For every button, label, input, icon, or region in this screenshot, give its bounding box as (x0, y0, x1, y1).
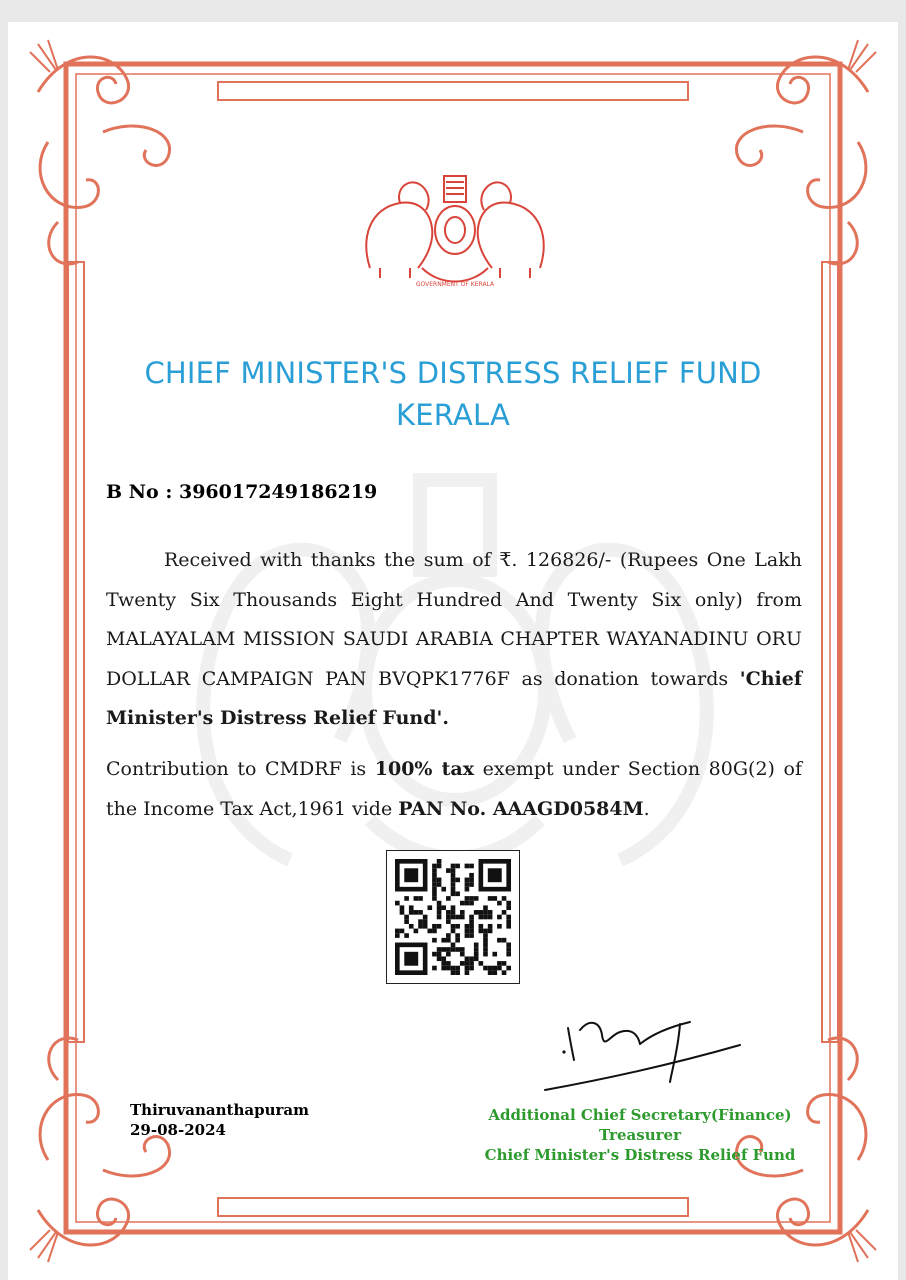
tax-text-a: Contribution to CMDRF is (106, 758, 375, 780)
receipt-body (106, 541, 802, 739)
receipt-text: Received with thanks the sum of ₹. 126826/- (Rupees One Lakh Twenty Six Thousands Eight Hundred And Twenty Six only) from MALAYALAM MISSION SAUDI ARABIA CHAPTER WAYANADINU ORU DOLLAR CAMPAIGN PAN BVQPK1776F as donation towards (106, 549, 802, 690)
signature-icon (540, 1010, 750, 1100)
signatory-role: Treasurer (599, 1126, 681, 1144)
signatory-fund: Chief Minister's Distress Relief Fund (484, 1146, 796, 1164)
signatory-title: Additional Chief Secretary(Finance) (488, 1106, 792, 1124)
receipt-number-value: 396017249186219 (178, 481, 378, 503)
qr-code-icon[interactable] (386, 850, 520, 984)
signatory-block (470, 1105, 810, 1165)
emblem-caption: GOVERNMENT OF KERALA (415, 281, 495, 288)
kerala-emblem-icon (360, 168, 550, 292)
fund-name: 'Chief Minister's Distress Relief Fund'. (106, 667, 802, 729)
pan-number: PAN No. AAAGD0584M (398, 797, 644, 820)
page-subtitle: KERALA (395, 398, 510, 432)
issue-place: Thiruvananthapuram (130, 1101, 309, 1119)
receipt-number (106, 481, 377, 503)
receipt-number-label: B No : (106, 481, 179, 503)
page-title: CHIEF MINISTER'S DISTRESS RELIEF FUND (144, 356, 762, 390)
tax-exemption-note (106, 750, 802, 829)
issue-place-date (130, 1100, 309, 1140)
tax-text-c: exempt under Section 80G(2) of the Income Tax Act,1961 vide (106, 758, 802, 820)
tax-text-e: . (643, 797, 650, 820)
issue-date: 29-08-2024 (130, 1121, 226, 1139)
tax-text-b: 100% tax (374, 758, 475, 780)
